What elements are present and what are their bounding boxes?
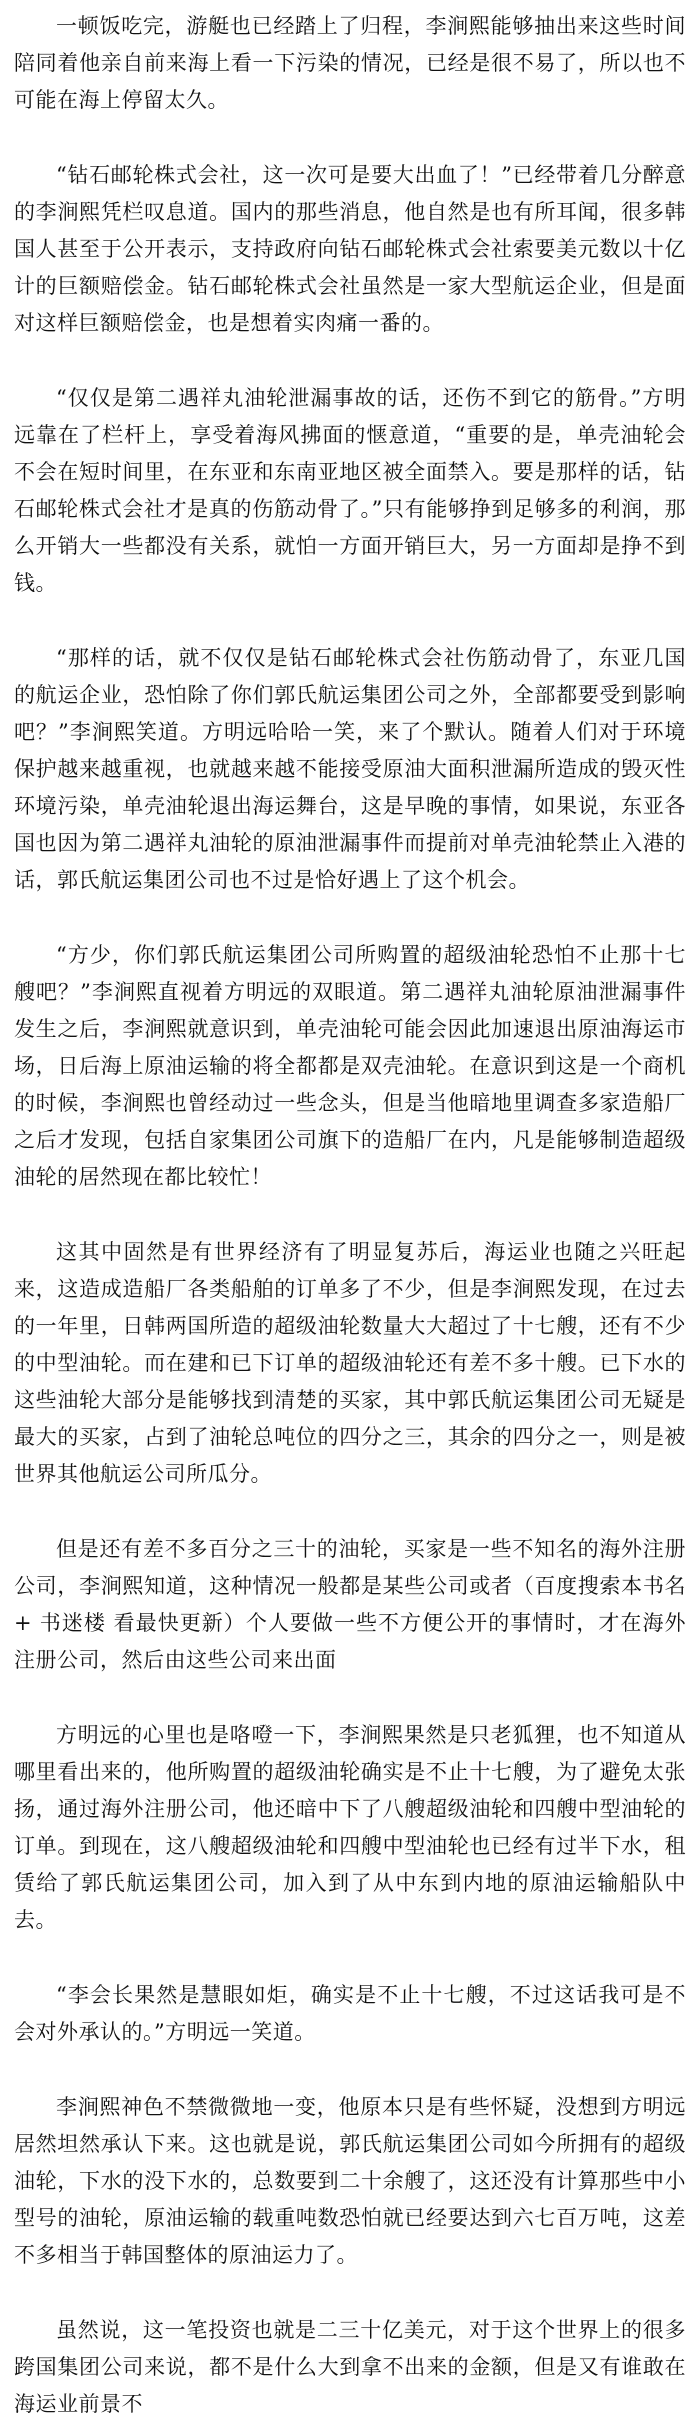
paragraph-9: “李会长果然是慧眼如炬，确实是不止十七艘，不过这话我可是不会对外承认的。”方明远一笑道。 [14,1983,686,2044]
paragraph-10: 李涧熙神色不禁微微地一变，他原本只是有些怀疑，没想到方明远居然坦然承认下来。这也就是说，郭氏航运集团公司如今所拥有的超级油轮，下水的没下水的，总数要到二十余艘了，这还没有计算那些中小型号的油轮，原油运输的载重吨数恐怕就已经要达到六七百万吨，这差不多相当于韩国整体的原油运力了。 [14,2095,686,2267]
paragraph-gap [14,899,686,937]
paragraph-gap [14,342,686,380]
paragraph-gap [14,119,686,157]
paragraph-6: 这其中固然是有世界经济有了明显复苏后，海运业也随之兴旺起来，这造成造船厂各类船舶的订单多了不少，但是李涧熙发现，在过去的一年里，日韩两国所造的超级油轮数量大大超过了十七艘，还有不少的中型油轮。而在建和已下订单的超级油轮还有差不多十艘。已下水的这些油轮大部分是能够找到清楚的买家，其中郭氏航运集团公司无疑是最大的买家，占到了油轮总吨位的四分之三，其余的四分之一，则是被世界其他航运公司所瓜分。 [14,1240,686,1486]
paragraph-5: “方少，你们郭氏航运集团公司所购置的超级油轮恐怕不止那十七艘吧？”李涧熙直视着方明远的双眼道。第二遇祥丸油轮原油泄漏事件发生之后，李涧熙就意识到，单壳油轮可能会因此加速退出原油海运市场，日后海上原油运输的将全都都是双壳油轮。在意识到这是一个商机的时候，李涧熙也曾经动过一些念头，但是当他暗地里调查多家造船厂之后才发现，包括自家集团公司旗下的造船厂在内，凡是能够制造超级油轮的居然现在都比较忙！ [14,943,686,1189]
paragraph-gap [14,2051,686,2089]
paragraph-gap [14,1493,686,1531]
paragraph-8: 方明远的心里也是咯噔一下，李涧熙果然是只老狐狸，也不知道从哪里看出来的，他所购置的超级油轮确实是不止十七艘，为了避免太张扬，通过海外注册公司，他还暗中下了八艘超级油轮和四艘中型油轮的订单。到现在，这八艘超级油轮和四艘中型油轮也已经有过半下水，租赁给了郭氏航运集团公司，加入到了从中东到内地的原油运输船队中去。 [14,1723,686,1932]
paragraph-7: 但是还有差不多百分之三十的油轮，买家是一些不知名的海外注册公司，李涧熙知道，这种情况一般都是某些公司或者（百度搜索本书名+ 书迷楼 看最快更新）个人要做一些不方便公开的事情时，才在海外注册公司，然后由这些公司来出面 [14,1537,686,1672]
paragraph-1: 一顿饭吃完，游艇也已经踏上了归程，李涧熙能够抽出来这些时间陪同着他亲自前来海上看一下污染的情况，已经是很不易了，所以也不可能在海上停留太久。 [14,14,686,112]
paragraph-11: 虽然说，这一笔投资也就是二三十亿美元，对于这个世界上的很多跨国集团公司来说，都不是什么大到拿不出来的金额，但是又有谁敢在海运业前景不 [14,2318,686,2416]
paragraph-gap [14,1196,686,1234]
paragraph-4: “那样的话，就不仅仅是钻石邮轮株式会社伤筋动骨了，东亚几国的航运企业，恐怕除了你们郭氏航运集团公司之外，全部都要受到影响吧？”李涧熙笑道。方明远哈哈一笑，来了个默认。随着人们对于环境保护越来越重视，也就越来越不能接受原油大面积泄漏所造成的毁灭性环境污染，单壳油轮退出海运舞台，这是早晚的事情，如果说，东亚各国也因为第二遇祥丸油轮的原油泄漏事件而提前对单壳油轮禁止入港的话，郭氏航运集团公司也不过是恰好遇上了这个机会。 [14,646,686,892]
paragraph-gap [14,1939,686,1977]
paragraph-gap [14,2274,686,2312]
paragraph-2: “钻石邮轮株式会社，这一次可是要大出血了！”已经带着几分醉意的李涧熙凭栏叹息道。国内的那些消息，他自然是也有所耳闻，很多韩国人甚至于公开表示，支持政府向钻石邮轮株式会社索要美元数以十亿计的巨额赔偿金。钻石邮轮株式会社虽然是一家大型航运企业，但是面对这样巨额赔偿金，也是想着实肉痛一番的。 [14,163,686,335]
paragraph-gap [14,1679,686,1717]
paragraph-3: “仅仅是第二遇祥丸油轮泄漏事故的话，还伤不到它的筋骨。”方明远靠在了栏杆上，享受着海风拂面的惬意道，“重要的是，单壳油轮会不会在短时间里，在东亚和东南亚地区被全面禁入。要是那样的话，钻石邮轮株式会社才是真的伤筋动骨了。”只有能够挣到足够多的利润，那么开销大一些都没有关系，就怕一方面开销巨大，另一方面却是挣不到钱。 [14,386,686,595]
paragraph-gap [14,602,686,640]
